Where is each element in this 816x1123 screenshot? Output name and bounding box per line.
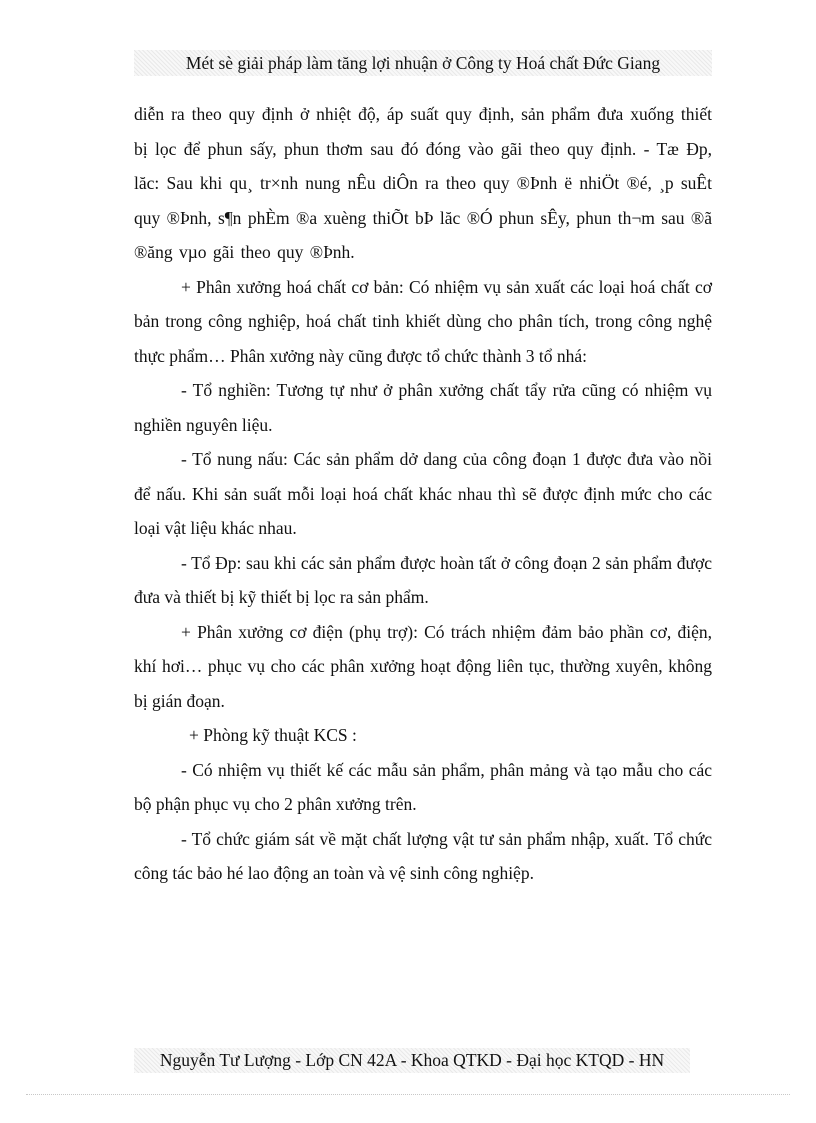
paragraph-chemical-workshop: + Phân xưởng hoá chất cơ bản: Có nhiệm vụ sản xuất các loại hoá chất cơ bản trong công nghiệp, hoá chất tinh khiết dùng cho phân tích, trong công nghệ thực phẩm… Phân xưởng này cũng được tổ chức thành 3 tổ nhá: xyxy=(134,276,712,366)
paragraph-kcs-design: - Có nhiệm vụ thiết kế các mẫu sản phẩm, phân mảng và tạo mẫu cho các bộ phận phục vụ cho 2 phân xưởng trên. xyxy=(134,759,712,814)
paragraph-grinding-team: - Tổ nghiền: Tương tự như ở phân xưởng chất tẩy rửa cũng có nhiệm vụ nghiền nguyên liệu. xyxy=(134,380,712,435)
header-title: Mét sè giải pháp làm tăng lợi nhuận ở Công ty Hoá chất Đức Giang xyxy=(185,52,661,73)
page-header xyxy=(134,50,712,76)
paragraph-continuation: diễn ra theo quy định ở nhiệt độ, áp suất quy định, sản phẩm đưa xuống thiết bị lọc để phun sấy, phun thơm sau đó đóng vào gãi theo quy định. - Tæ Ðp, lăc: Sau khi qu¸ tr×nh nung nÊu diÔn ra theo quy ®Þnh ë nhiÖt ®é, ¸p suÊt quy ®Þnh, s¶n phÈm ®a xuèng thiÕt bÞ lăc ®Ó phun sÊy, phun th¬m sau ®ã ®ăng vµo gãi theo quy ®Þnh. xyxy=(134,104,712,262)
page-bottom-divider xyxy=(26,1094,790,1095)
paragraph-pressing-team: - Tổ Ðp: sau khi các sản phẩm được hoàn tất ở công đoạn 2 sản phẩm được đưa và thiết bị kỹ thiết bị lọc ra sản phẩm. xyxy=(134,552,712,607)
page-footer xyxy=(134,1048,690,1073)
footer-text: Nguyễn Tư Lượng - Lớp CN 42A - Khoa QTKD - Đại học KTQD - HN xyxy=(159,1050,665,1070)
paragraph-kcs-quality: - Tổ chức giám sát về mặt chất lượng vật tư sản phẩm nhập, xuất. Tổ chức công tác bảo hé lao động an toàn và vệ sinh công nghiệp. xyxy=(134,828,712,883)
body-text xyxy=(134,97,712,891)
paragraph-cooking-team: - Tổ nung nấu: Các sản phẩm dở dang của công đoạn 1 được đưa vào nồi để nấu. Khi sản suất mỗi loại hoá chất khác nhau thì sẽ được định mức cho các loại vật liệu khác nhau. xyxy=(134,449,712,538)
paragraph-kcs-heading: + Phòng kỹ thuật KCS : xyxy=(189,725,357,745)
paragraph-mechanical-workshop: + Phân xưởng cơ điện (phụ trợ): Có trách nhiệm đảm bảo phần cơ, điện, khí hơi… phục vụ cho các phân xưởng hoạt động liên tục, thường xuyên, không bị gián đoạn. xyxy=(134,621,712,711)
